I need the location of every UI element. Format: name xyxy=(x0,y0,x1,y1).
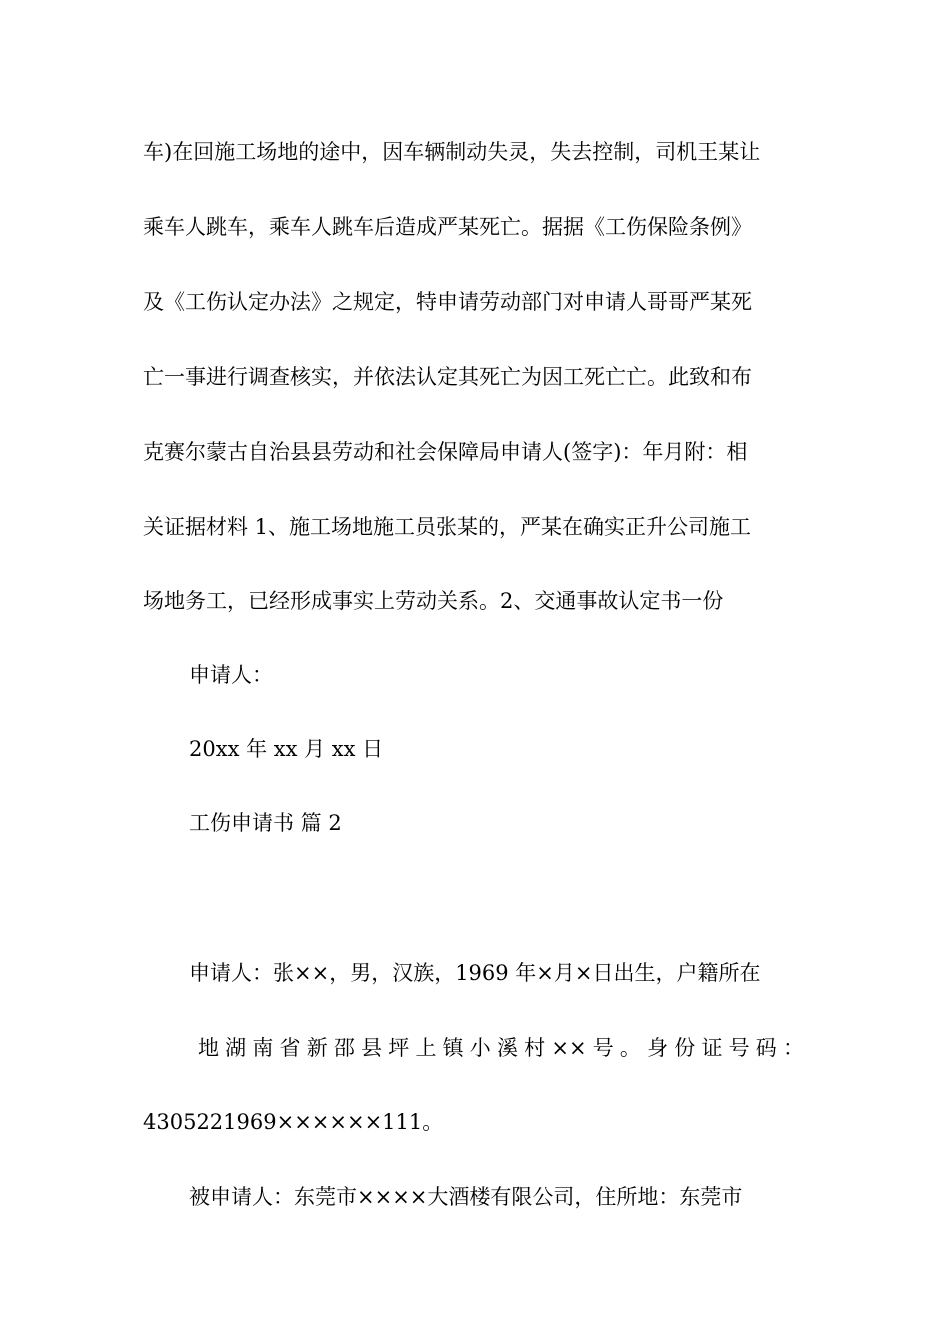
applicant-info-line-2: 地湖南省新邵县坪上镇小溪村××号。身份证号码： xyxy=(198,1036,804,1060)
section-title: 工伤申请书 篇 2 xyxy=(189,811,342,835)
respondent-line: 被申请人：东莞市××××大酒楼有限公司，住所地：东莞市 xyxy=(189,1185,743,1209)
applicant-info-line-3: 4305221969××××××111。 xyxy=(143,1110,444,1134)
body-line-2: 乘车人跳车，乘车人跳车后造成严某死亡。据据《工伤保险条例》 xyxy=(143,215,752,239)
date-line: 20xx 年 xx 月 xx 日 xyxy=(189,737,384,761)
applicant-label: 申请人： xyxy=(189,663,273,687)
body-line-7: 场地务工，已经形成事实上劳动关系。2、交通事故认定书一份 xyxy=(143,589,724,613)
body-line-6: 关证据材料 1、施工场地施工员张某的，严某在确实正升公司施工 xyxy=(143,515,752,539)
applicant-info-line-1: 申请人：张××，男，汉族，1969 年×月×日出生，户籍所在 xyxy=(189,961,761,985)
body-line-5: 克赛尔蒙古自治县县劳动和社会保障局申请人(签字)：年月附：相 xyxy=(143,440,748,464)
body-line-1: 车)在回施工场地的途中，因车辆制动失灵，失去控制，司机王某让 xyxy=(143,140,761,164)
body-line-4: 亡一事进行调查核实，并依法认定其死亡为因工死亡亡。此致和布 xyxy=(143,365,752,389)
body-line-3: 及《工伤认定办法》之规定，特申请劳动部门对申请人哥哥严某死 xyxy=(143,290,752,314)
